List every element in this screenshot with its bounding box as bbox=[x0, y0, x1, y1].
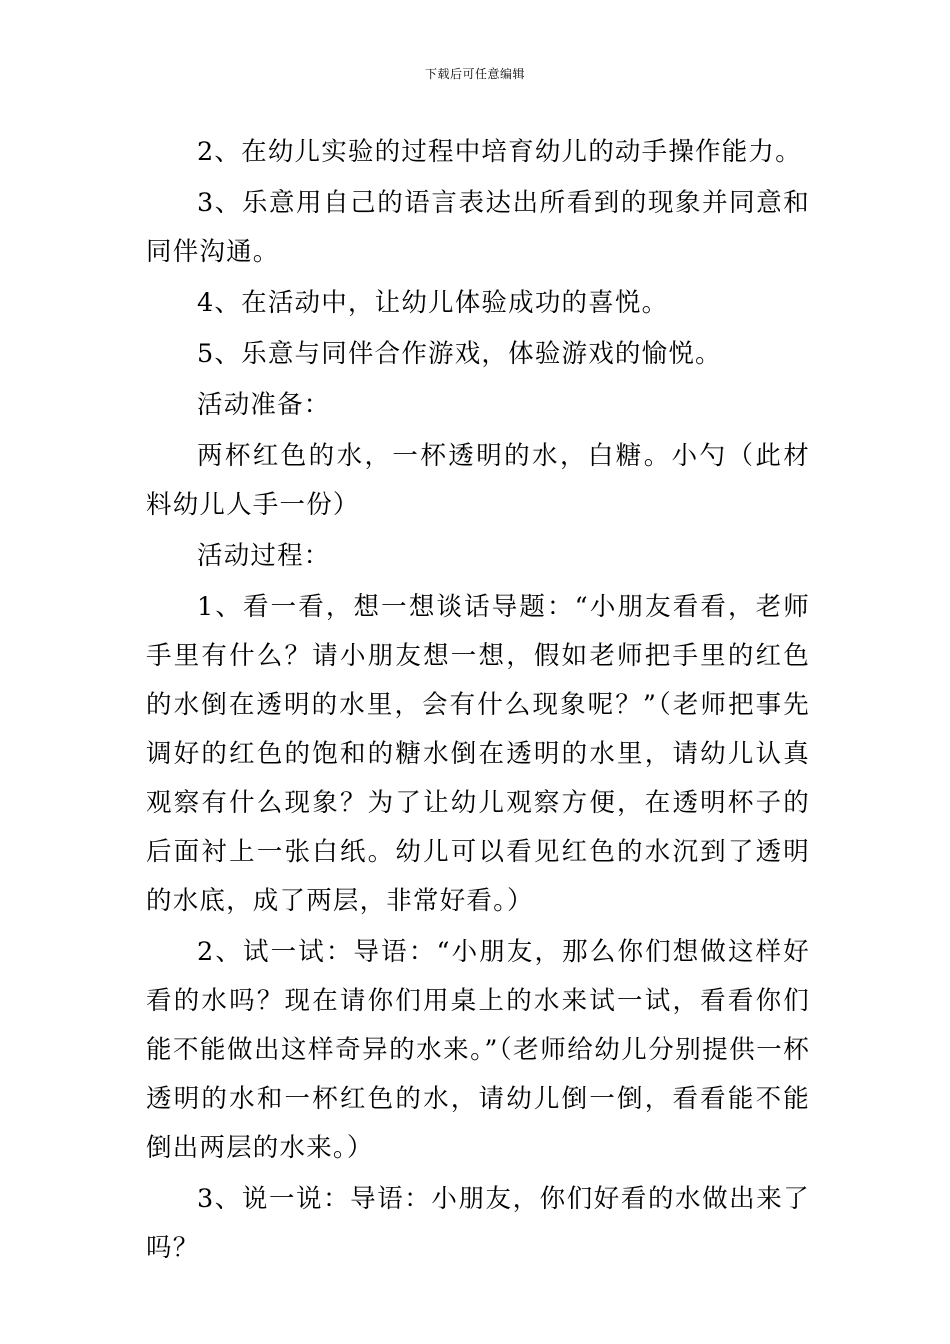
goal-item-4: 4、在活动中，让幼儿体验成功的喜悦。 bbox=[197, 288, 669, 318]
goal-item-2: 2、在幼儿实验的过程中培育幼儿的动手操作能力。 bbox=[197, 137, 802, 167]
section-heading-process: 活动过程： bbox=[197, 541, 331, 571]
document-body bbox=[146, 128, 810, 1275]
process-step-1: 1、看一看，想一想谈话导题：“小朋友看看，老师手里有什么？请小朋友想一想，假如老师把手里的红色的水倒在透明的水里，会有什么现象呢？”（老师把事先调好的红色的饱和的糖水倒在透明的水里，请幼儿认真观察有什么现象？为了让幼儿观察方便，在透明杯子的后面衬上一张白纸。幼儿可以看见红色的水沉到了透明的水底，成了两层，非常好看。） bbox=[146, 592, 810, 916]
goal-item-5: 5、乐意与同伴合作游戏，体验游戏的愉悦。 bbox=[197, 339, 722, 369]
header-note: 下载后可任意编辑 bbox=[424, 67, 525, 81]
process-step-3: 3、说一说：导语：小朋友，你们好看的水做出来了吗？ bbox=[146, 1184, 810, 1263]
process-step-2: 2、试一试：导语：“小朋友，那么你们想做这样好看的水吗？现在请你们用桌上的水来试一试，看看你们能不能做出这样奇异的水来。”（老师给幼儿分别提供一杯透明的水和一杯红色的水，请幼儿倒一倒，看看能不能倒出两层的水来。） bbox=[146, 937, 810, 1163]
section-heading-preparation: 活动准备： bbox=[197, 390, 331, 420]
goal-item-3: 3、乐意用自己的语言表达出所看到的现象并同意和同伴沟通。 bbox=[146, 188, 810, 267]
preparation-text: 两杯红色的水，一杯透明的水，白糖。小勺（此材料幼儿人手一份） bbox=[146, 441, 810, 520]
